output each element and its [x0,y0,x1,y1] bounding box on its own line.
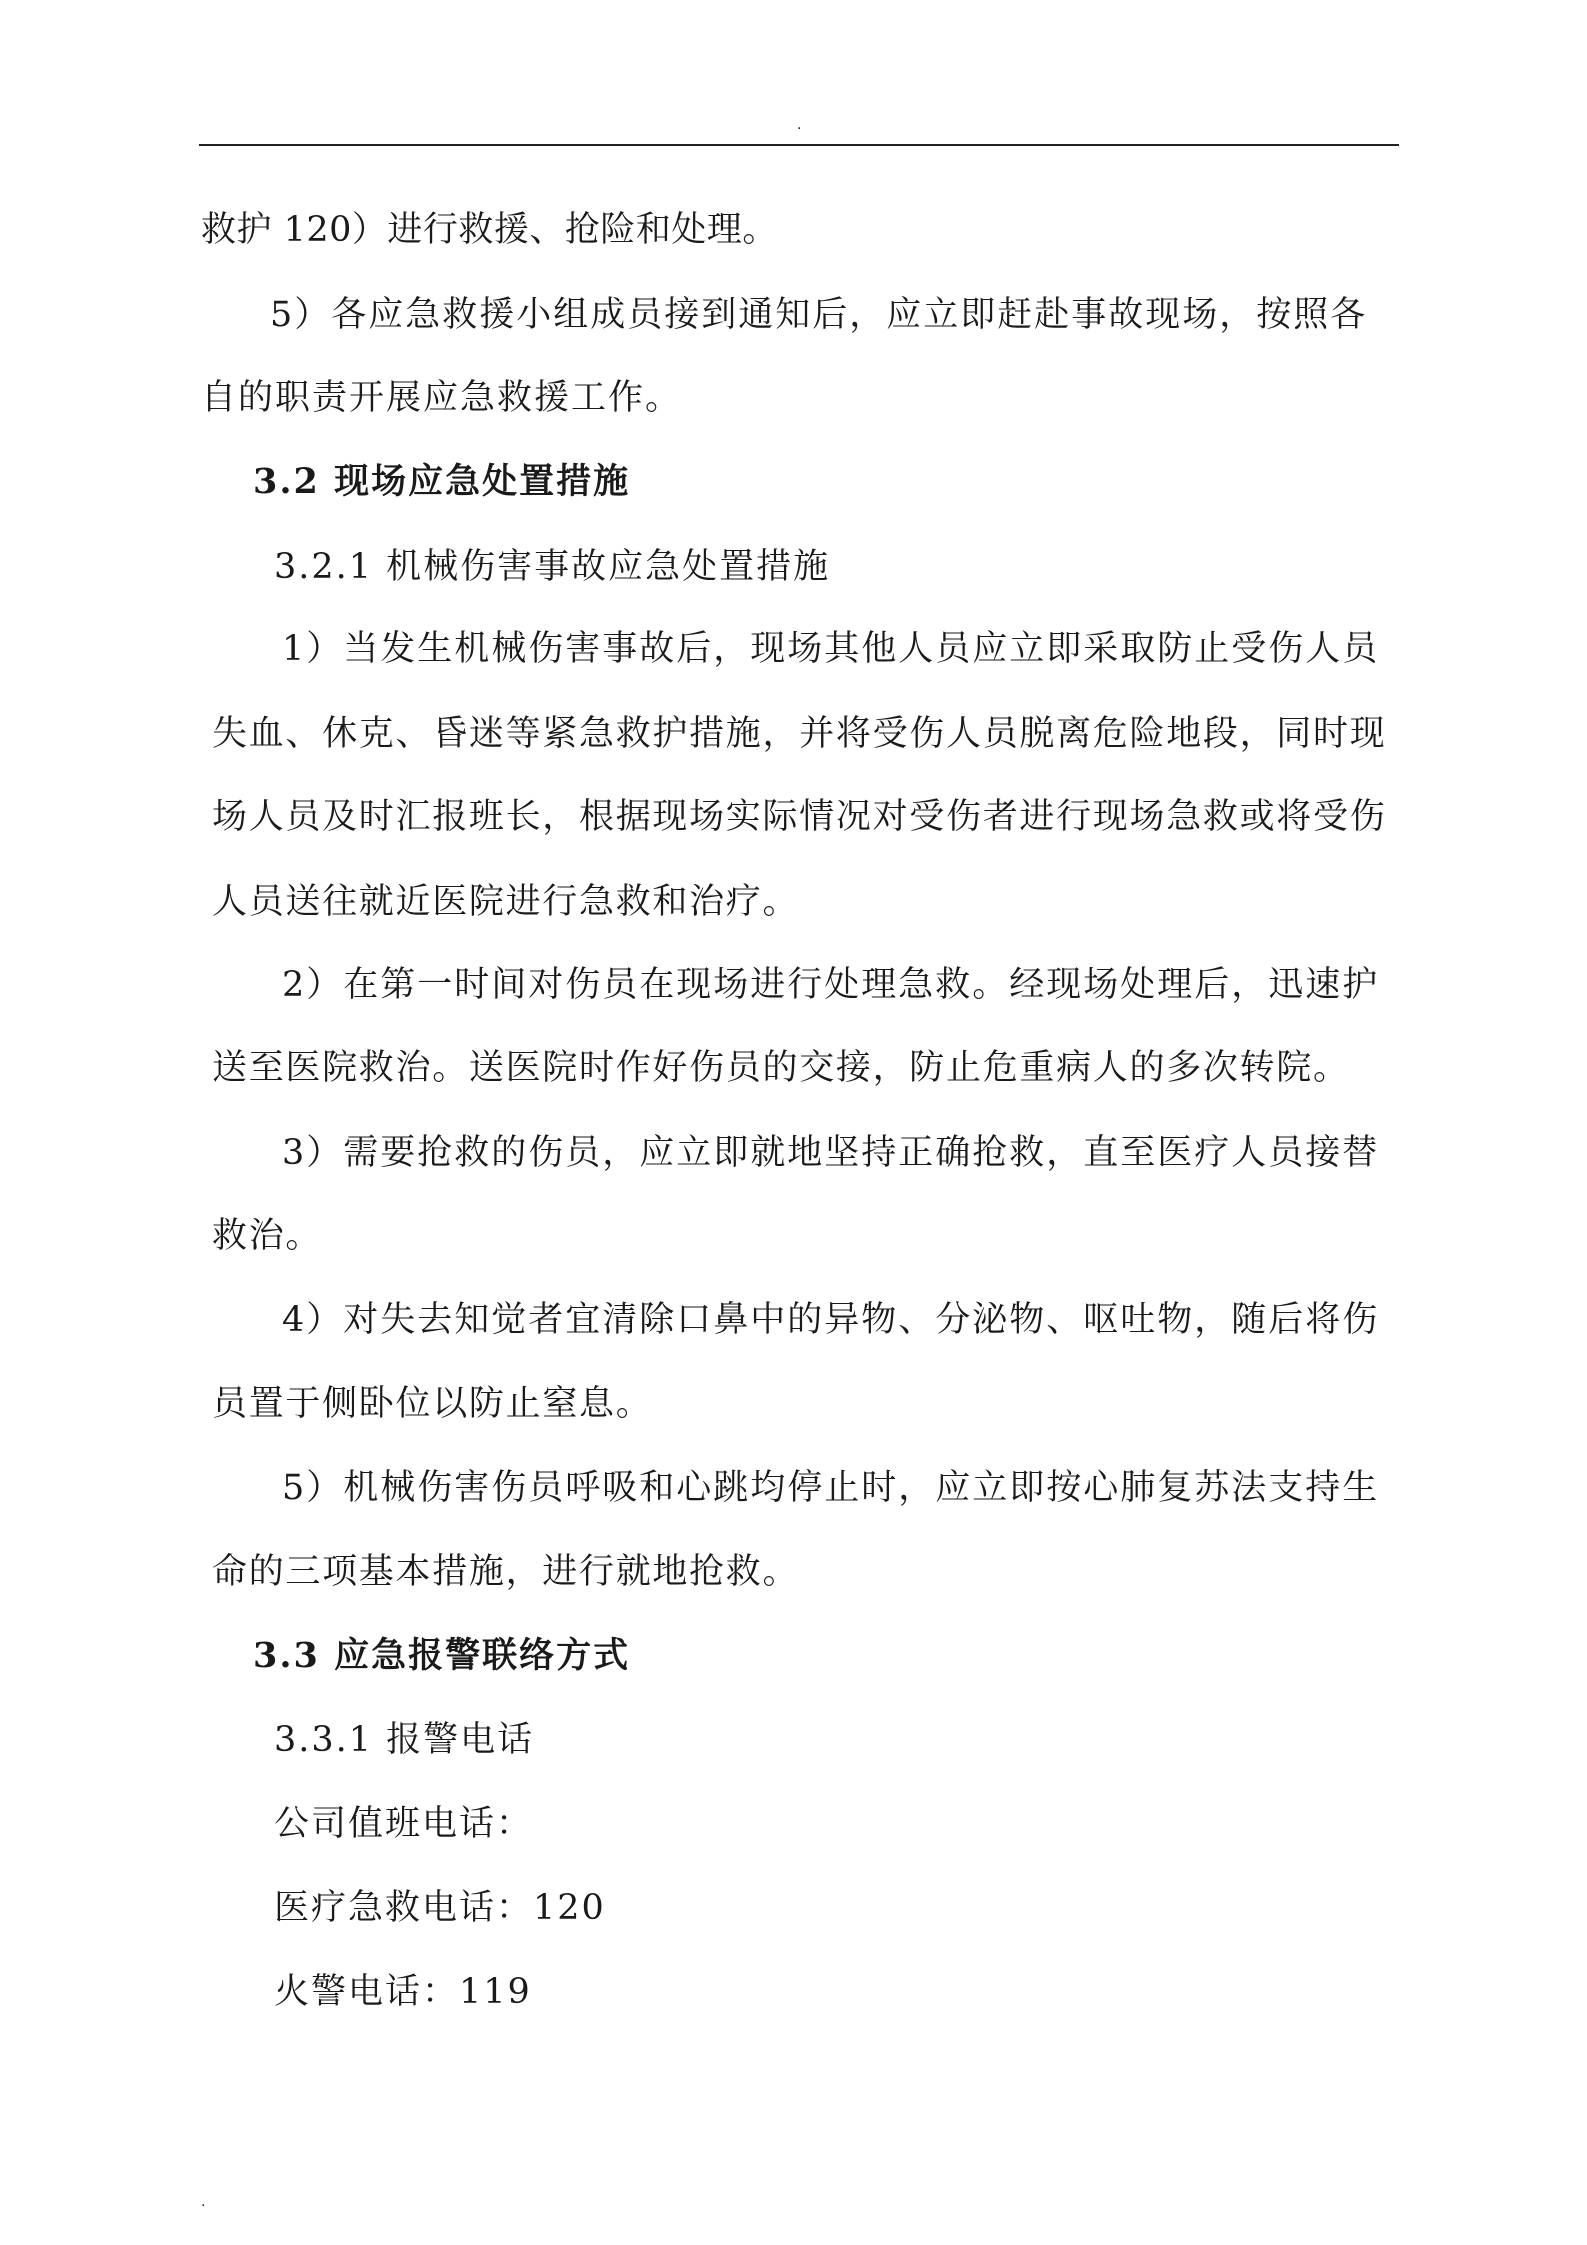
header-rule [199,144,1399,146]
header-mark: . [797,117,802,133]
body-line: 场人员及时汇报班长，根据现场实际情况对受伤者进行现场急救或将受伤 [212,797,1387,837]
phone-label: 公司值班电话： [274,1804,534,1844]
body-line: 救护 120）进行救援、抢险和处理。 [201,210,778,250]
body-line: 5）各应急救援小组成员接到通知后，应立即赶赴事故现场，按照各 [270,295,1368,335]
footer-mark: . [201,2194,206,2210]
body-line: 自的职责开展应急救援工作。 [201,378,683,418]
body-line: 5）机械伤害伤员呼吸和心跳均停止时，应立即按心肺复苏法支持生 [282,1468,1380,1508]
phone-entry: 火警电话：119 [274,1972,532,2012]
body-line: 员置于侧卧位以防止窒息。 [212,1384,653,1424]
section-heading: 3.2 现场应急处置措施 [253,461,631,502]
body-line: 救治。 [212,1216,323,1256]
body-line: 送至医院救治。送医院时作好伤员的交接，防止危重病人的多次转院。 [212,1048,1350,1088]
subsection-heading: 3.3.1 报警电话 [274,1720,535,1760]
body-line: 3）需要抢救的伤员，应立即就地坚持正确抢救，直至医疗人员接替 [282,1133,1380,1173]
body-line: 2）在第一时间对伤员在现场进行处理急救。经现场处理后，迅速护 [282,965,1380,1005]
section-heading: 3.3 应急报警联络方式 [253,1635,631,1676]
body-line: 失血、休克、昏迷等紧急救护措施，并将受伤人员脱离危险地段，同时现 [212,714,1387,754]
body-line: 4）对失去知觉者宜清除口鼻中的异物、分泌物、呕吐物，随后将伤 [282,1300,1380,1340]
body-line: 1）当发生机械伤害事故后，现场其他人员应立即采取防止受伤人员 [282,629,1380,669]
subsection-heading: 3.2.1 机械伤害事故应急处置措施 [274,547,831,587]
body-line: 命的三项基本措施，进行就地抢救。 [212,1552,800,1592]
body-line: 人员送往就近医院进行急救和治疗。 [212,882,800,922]
phone-entry: 医疗急救电话：120 [274,1888,606,1928]
